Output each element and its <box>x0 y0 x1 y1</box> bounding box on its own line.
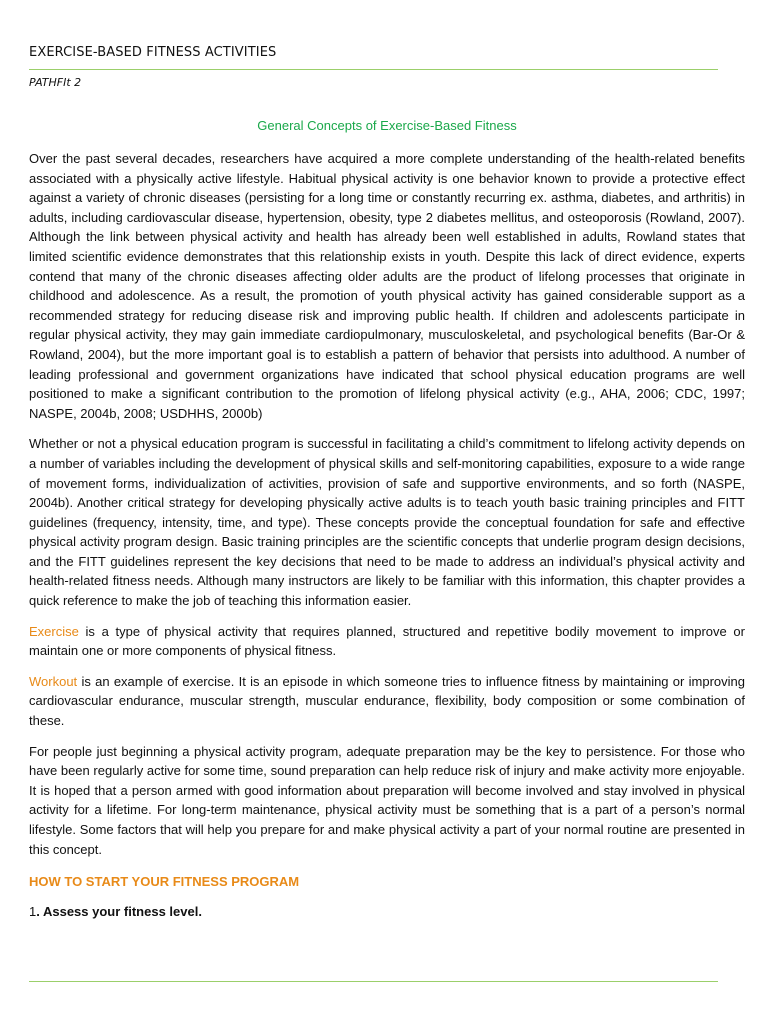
paragraph-workout-definition <box>29 672 745 731</box>
term-exercise: Exercise <box>29 623 79 639</box>
paragraph-exercise-definition <box>29 622 745 661</box>
header-subtitle: PATHFIt 2 <box>29 76 82 89</box>
header-divider <box>29 69 718 70</box>
paragraph-health-benefits: Over the past several decades, researchers have acquired a more complete understanding of the health-related benefits associated with a physically active lifestyle. Habitual physical activity is one behavior known to provide a protective effect against a variety of chronic diseases (persisting for a long time or constantly recurring ex. asthma, diabetes, and arthritis) in adults, including cardiovascular disease, hypertension, obesity, type 2 diabetes mellitus, and osteoporosis (Rowland, 2007). Although the link between physical activity and health has already been well established in adults, Rowland states that limited scientific evidence demonstrates that this relationship exists in youth. Despite this lack of direct evidence, experts contend that many of the chronic diseases affecting older adults are the product of lifelong processes that originate in childhood and adolescence. As a result, the promotion of youth physical activity has gained considerable support as a recommended strategy for reducing disease risk and improving public health. If children and adolescents participate in regular physical activity, they may gain immediate cardiopulmonary, musculoskeletal, and psychological benefits (Bar-Or & Rowland, 2004), but the more important goal is to establish a pattern of behavior that persists into adulthood. A number of leading professional and government organizations have indicated that school physical education programs are well positioned to make a significant contribution to the promotion of lifelong physical activity (e.g., AHA, 2006; CDC, 1997; NASPE, 2004b, 2008; USDHHS, 2000b) <box>29 151 745 421</box>
exercise-definition-text: is a type of physical activity that requires planned, structured and repetitive bodily movement to improve or maintain one or more components of physical fitness. <box>29 623 745 659</box>
workout-definition-text: is an example of exercise. It is an episode in which someone tries to influence fitness by maintaining or improving cardiovascular endurance, muscular strength, muscular endurance, flexibility, body composition or some combination of these. <box>29 673 745 729</box>
paragraph-preparation: For people just beginning a physical activity program, adequate preparation may be the key to persistence. For those who have been regularly active for some time, sound preparation can help reduce risk of injury and make activity more enjoyable. It is hoped that a person armed with good information about preparation will become involved and stay involved in physical activity for a lifetime. For long-term maintenance, physical activity must be something that is a part of a person’s normal lifestyle. Some factors that will help you prepare for and make physical activity a part of your normal routine are presented in this concept. <box>29 743 745 857</box>
term-workout: Workout <box>29 673 78 689</box>
how-to-start-heading: HOW TO START YOUR FITNESS PROGRAM <box>29 874 300 890</box>
header-title: EXERCISE-BASED FITNESS ACTIVITIES <box>29 45 277 60</box>
step-assess-fitness <box>29 903 745 921</box>
section-title: General Concepts of Exercise-Based Fitness <box>257 118 517 133</box>
document-body <box>29 117 745 921</box>
footer-divider <box>29 981 718 982</box>
step-number: 1 <box>29 904 37 920</box>
step-label: . Assess your fitness level. <box>36 904 202 920</box>
paragraph-physical-education: Whether or not a physical education program is successful in facilitating a child’s commitment to lifelong activity depends on a number of variables including the development of physical skills and self-monitoring capabilities, exposure to a wide range of movement forms, individualization of activities, provision of safe and supportive environments, and so forth (NASPE, 2004b). Another critical strategy for developing physically active adults is to teach youth basic training principles and FITT guidelines (frequency, intensity, time, and type). These concepts provide the conceptual foundation for safe and effective physical activity program design. Basic training principles are the scientific concepts that underlie program design decisions, and the FITT guidelines represent the key decisions that need to be made to address an individual’s physical activity and health-related fitness needs. Although many instructors are likely to be familiar with this information, this chapter provides a quick reference to make the job of teaching this information easier. <box>29 436 745 609</box>
